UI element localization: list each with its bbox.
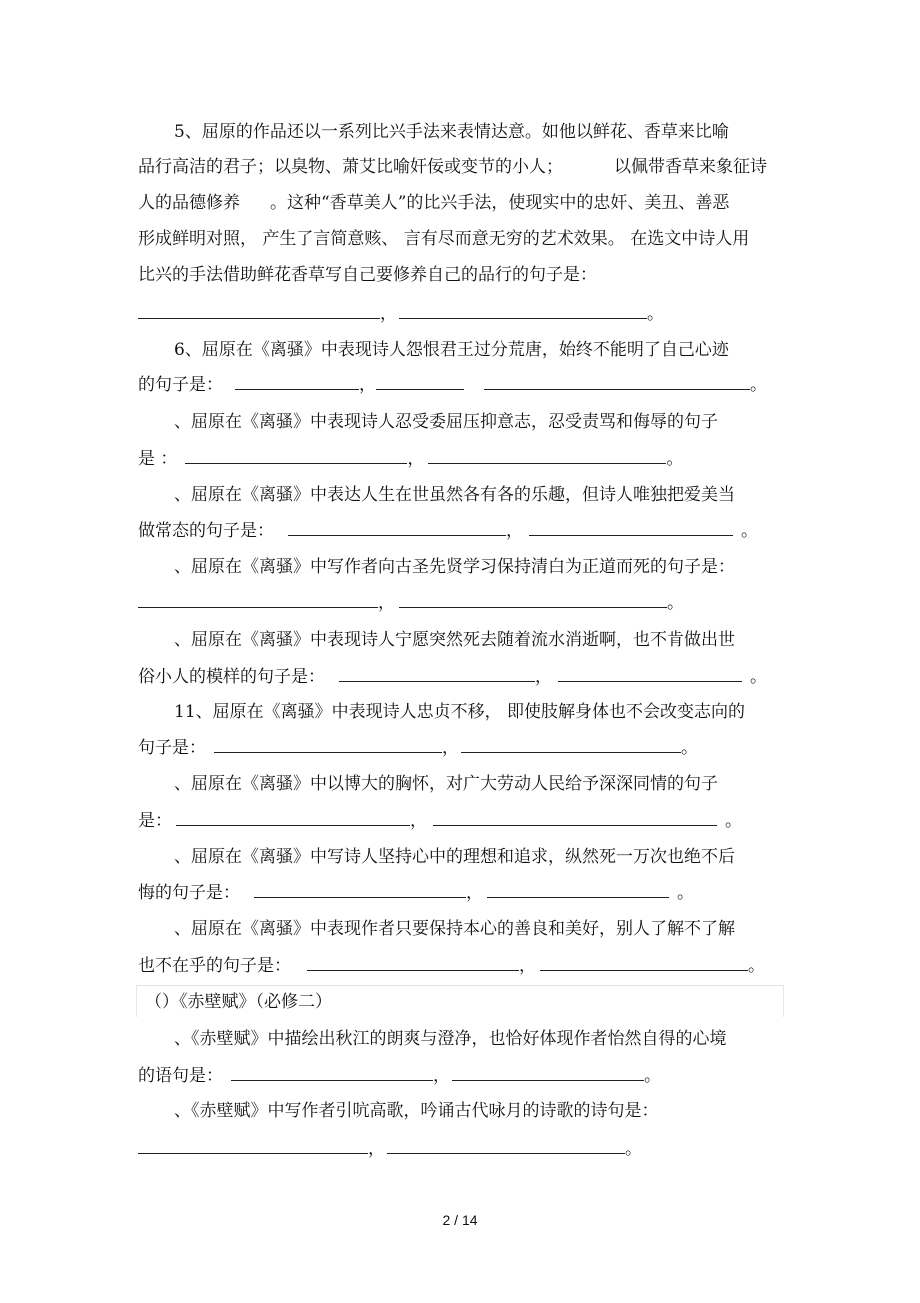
q14-line-2 bbox=[138, 956, 765, 976]
answer-blank[interactable] bbox=[185, 449, 407, 464]
q13-line-1: 、屈原在《离骚》中写诗人坚持心中的理想和追求，纵然死一万次也绝不后 bbox=[174, 847, 735, 867]
answer-blank[interactable] bbox=[138, 593, 378, 608]
answer-blank[interactable] bbox=[484, 375, 750, 390]
q13-prompt: 悔的句子是： bbox=[138, 883, 240, 903]
c2-answer-line bbox=[138, 1139, 642, 1159]
period: 。 bbox=[666, 449, 684, 469]
period: 。 bbox=[625, 1139, 642, 1159]
answer-blank[interactable] bbox=[399, 593, 667, 608]
q5-answer-line bbox=[138, 304, 664, 324]
period: 。 bbox=[677, 883, 694, 903]
q9-answer-line bbox=[138, 593, 684, 613]
q5-line-2a: 品行高洁的君子；以臭物、萧艾比喻奸佞或变节的小人； bbox=[138, 157, 563, 177]
c1-prompt: 的语句是： bbox=[138, 1066, 223, 1086]
answer-blank[interactable] bbox=[288, 521, 506, 536]
q6-line-2 bbox=[138, 375, 767, 395]
comma: ， bbox=[519, 956, 536, 976]
q12-line-2 bbox=[138, 811, 742, 831]
c1-line-1: 、《赤壁赋》中描绘出秋江的朗爽与澄净，也恰好体现作者怡然自得的心境 bbox=[174, 1029, 727, 1049]
period: 。 bbox=[647, 304, 664, 324]
answer-blank[interactable] bbox=[307, 956, 519, 971]
answer-blank[interactable] bbox=[387, 1139, 625, 1154]
comma: ， bbox=[410, 811, 427, 831]
q8-line-1: 、屈原在《离骚》中表达人生在世虽然各有各的乐趣，但诗人唯独把爱美当 bbox=[174, 485, 735, 505]
answer-blank[interactable] bbox=[487, 883, 669, 898]
q10-prompt: 俗小人的模样的句子是： bbox=[138, 667, 325, 687]
page-number: 2 / 14 bbox=[442, 1212, 478, 1228]
answer-blank[interactable] bbox=[176, 811, 410, 826]
comma: ， bbox=[506, 521, 523, 541]
comma: ， bbox=[378, 593, 395, 613]
q7-line-1: 、屈原在《离骚》中表现诗人忍受委屈压抑意志，忍受责骂和侮辱的句子 bbox=[174, 412, 718, 432]
answer-blank[interactable] bbox=[452, 1066, 644, 1081]
answer-blank[interactable] bbox=[461, 738, 681, 753]
period: 。 bbox=[644, 1066, 661, 1086]
period: 。 bbox=[750, 375, 767, 395]
q5-line-3a: 人的品德修养 bbox=[138, 193, 240, 213]
q6-prompt: 的句子是： bbox=[138, 375, 223, 395]
comma: ， bbox=[442, 738, 459, 758]
q6-line-1: 6、屈原在《离骚》中表现诗人怨恨君王过分荒唐，始终不能明了自己心迹 bbox=[174, 340, 729, 360]
q13-line-2 bbox=[138, 883, 694, 903]
period: 。 bbox=[725, 811, 742, 831]
answer-blank[interactable] bbox=[214, 738, 442, 753]
answer-blank[interactable] bbox=[231, 1066, 433, 1081]
q11-prompt: 句子是： bbox=[138, 738, 206, 758]
q8-line-2 bbox=[138, 521, 758, 541]
answer-blank[interactable] bbox=[138, 1139, 368, 1154]
section-header-box bbox=[136, 985, 784, 1017]
q5-line-5: 比兴的手法借助鲜花香草写自己要修养自己的品行的句子是： bbox=[138, 265, 597, 285]
q7-line-2 bbox=[138, 449, 683, 469]
q12-prompt: 是： bbox=[138, 811, 172, 831]
comma: ， bbox=[368, 1139, 385, 1159]
q14-line-1: 、屈原在《离骚》中表现作者只要保持本心的善良和美好，别人了解不了解 bbox=[174, 919, 735, 939]
q5-line-2b: 以佩带香草来象征诗 bbox=[614, 157, 767, 177]
period: 。 bbox=[748, 956, 765, 976]
answer-blank[interactable] bbox=[235, 375, 359, 390]
answer-blank[interactable] bbox=[399, 304, 647, 319]
comma: ， bbox=[466, 883, 483, 903]
answer-blank[interactable] bbox=[339, 667, 535, 682]
q5-line-4: 形成鲜明对照， 产生了言简意赅、 言有尽而意无穷的艺术效果。 在选文中诗人用 bbox=[138, 229, 750, 249]
answer-blank[interactable] bbox=[428, 449, 666, 464]
q7-prompt: 是 ： bbox=[138, 449, 178, 469]
comma: ， bbox=[433, 1066, 450, 1086]
answer-blank[interactable] bbox=[433, 811, 717, 826]
answer-blank[interactable] bbox=[254, 883, 466, 898]
period: 。 bbox=[681, 738, 698, 758]
q8-prompt: 做常态的句子是： bbox=[138, 521, 274, 541]
q11-line-2 bbox=[138, 738, 698, 758]
comma: ， bbox=[407, 449, 425, 469]
answer-blank[interactable] bbox=[138, 304, 380, 319]
period: 。 bbox=[750, 667, 767, 687]
c1-line-2 bbox=[138, 1066, 661, 1086]
q10-line-2 bbox=[138, 667, 767, 687]
answer-blank[interactable] bbox=[529, 521, 733, 536]
period: 。 bbox=[741, 521, 758, 541]
q12-line-1: 、屈原在《离骚》中以博大的胸怀，对广大劳动人民给予深深同情的句子 bbox=[174, 774, 718, 794]
comma: ， bbox=[359, 375, 376, 395]
q5-line-1: 5、屈原的作品还以一系列比兴手法来表情达意。如他以鲜花、香草来比喻 bbox=[174, 122, 729, 142]
period: 。 bbox=[667, 593, 684, 613]
c2-line-1: 、《赤壁赋》中写作者引吭高歌，吟诵古代咏月的诗歌的诗句是： bbox=[174, 1101, 659, 1121]
q11-line-1: 11、屈原在《离骚》中表现诗人忠贞不移， 即使肢解身体也不会改变志向的 bbox=[174, 702, 746, 722]
answer-blank[interactable] bbox=[558, 667, 742, 682]
comma: ， bbox=[380, 304, 397, 324]
q10-line-1: 、屈原在《离骚》中表现诗人宁愿突然死去随着流水消逝啊，也不肯做出世 bbox=[174, 630, 735, 650]
q9-line-1: 、屈原在《离骚》中写作者向古圣先贤学习保持清白为正道而死的句子是： bbox=[174, 557, 735, 577]
q14-prompt: 也不在乎的句子是： bbox=[138, 956, 291, 976]
section-title: （）《赤壁赋》（必修二） bbox=[145, 992, 332, 1012]
q5-line-3b: 。这种“香草美人”的比兴手法，使现实中的忠奸、美丑、善恶 bbox=[270, 193, 730, 213]
answer-blank[interactable] bbox=[376, 375, 464, 390]
comma: ， bbox=[535, 667, 552, 687]
answer-blank[interactable] bbox=[540, 956, 748, 971]
